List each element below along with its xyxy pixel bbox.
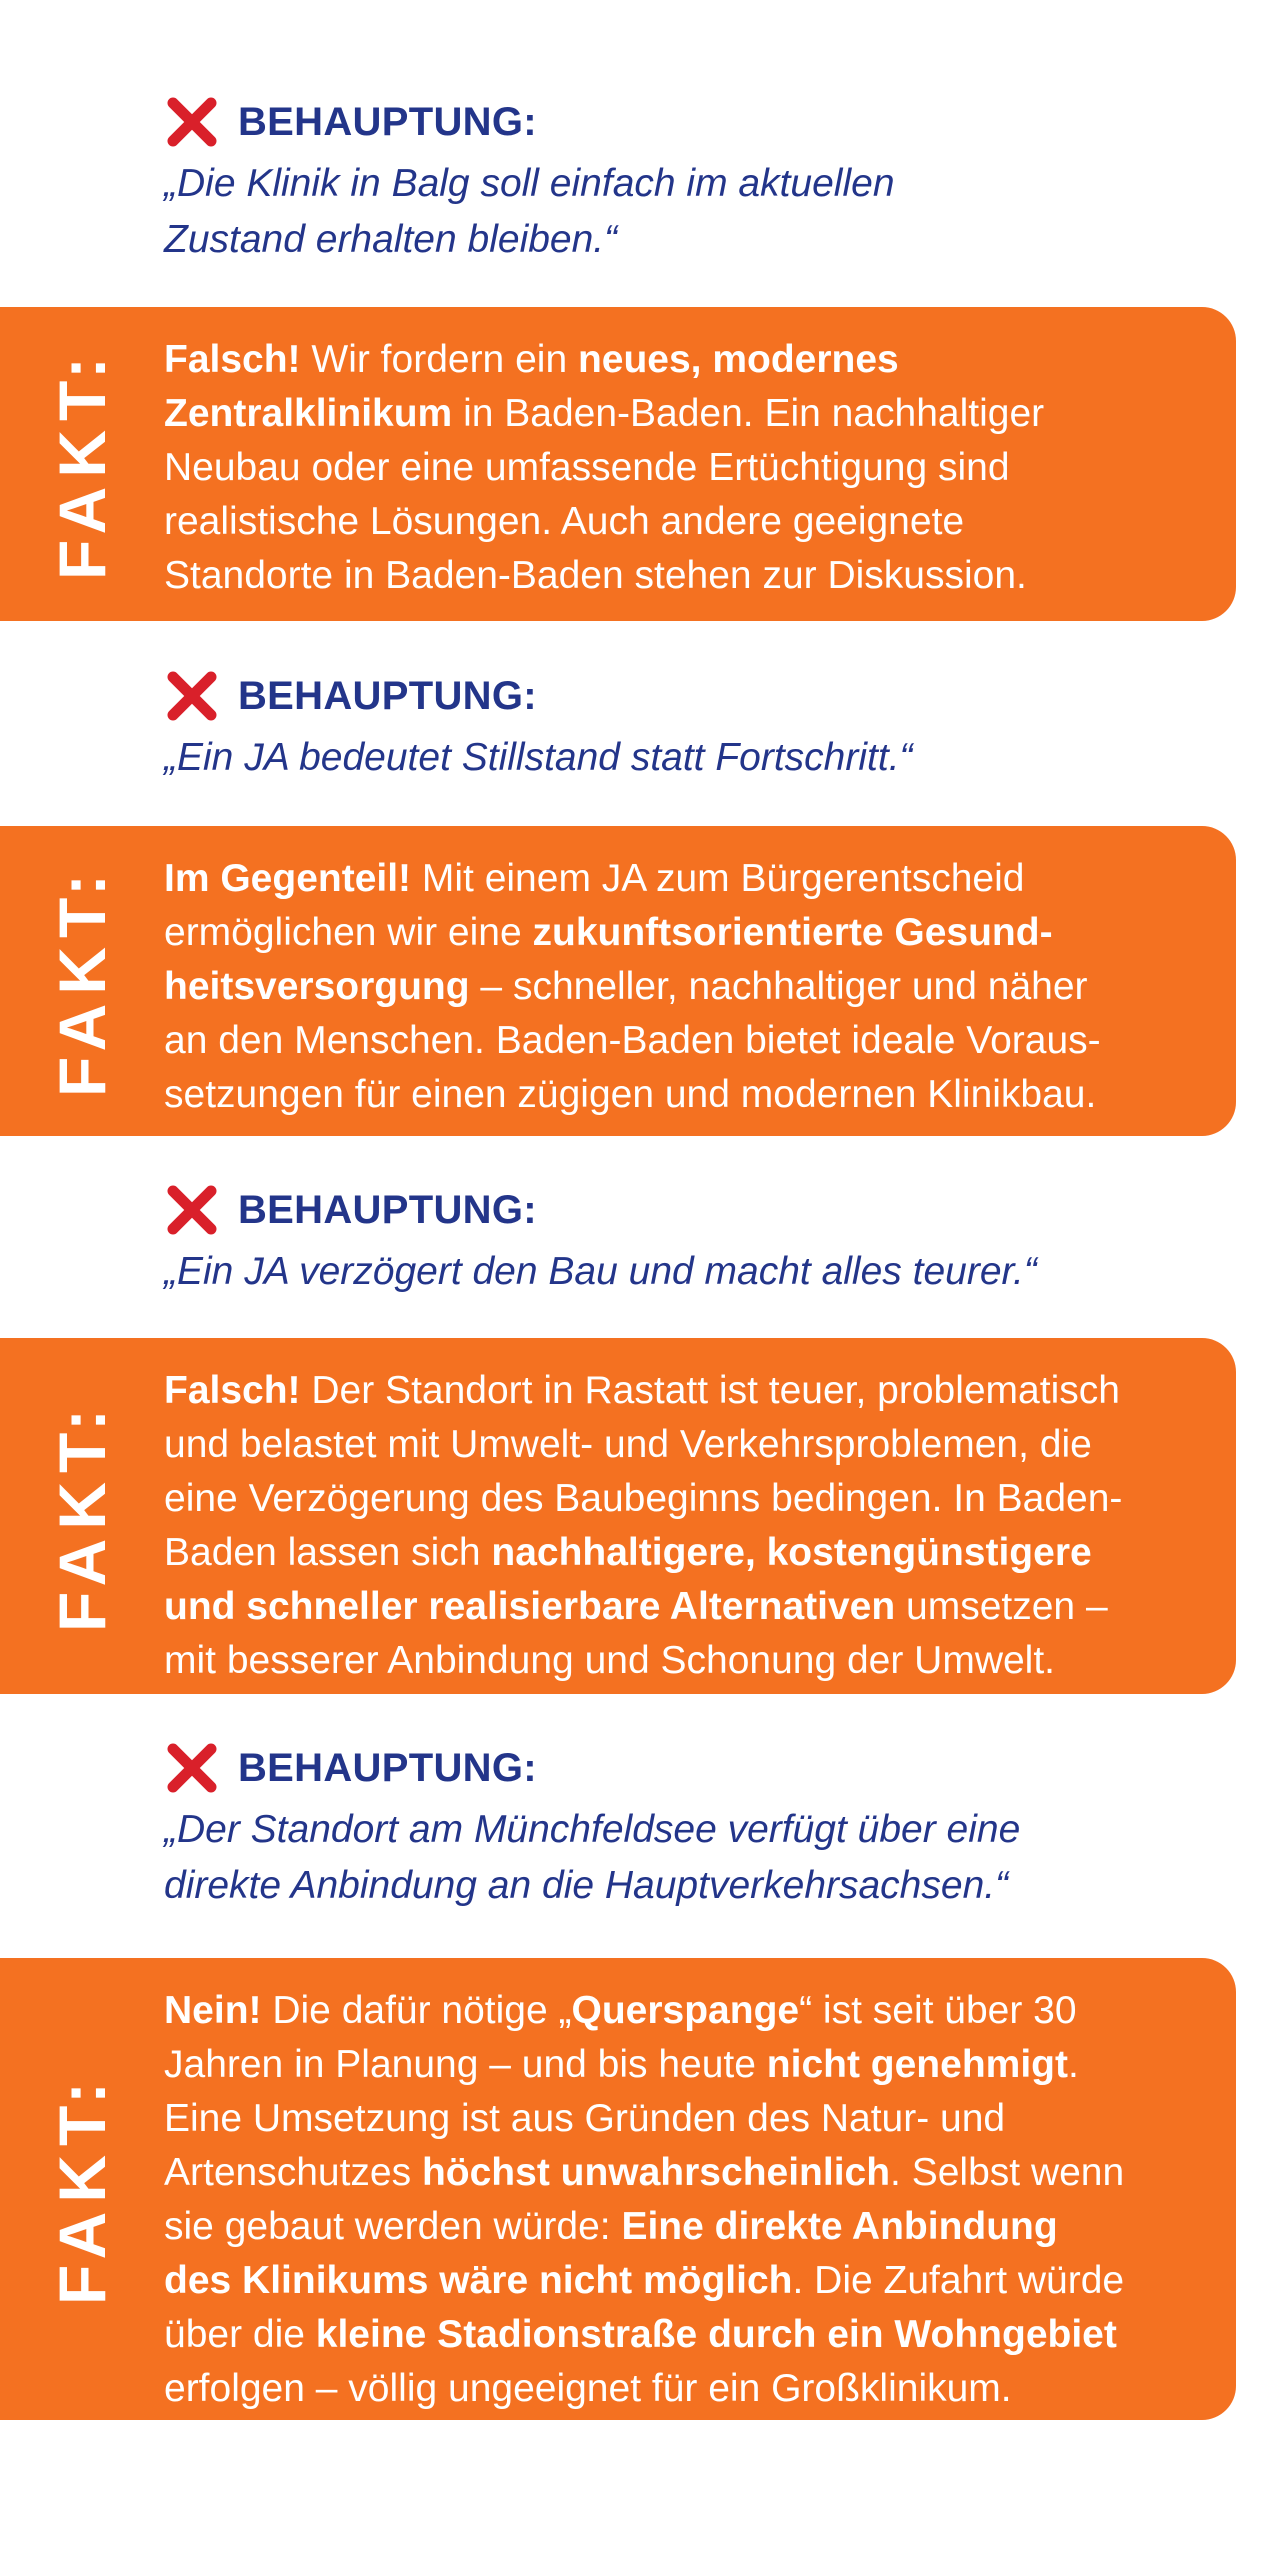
fact-line xyxy=(164,1634,1214,1688)
fact-box-3 xyxy=(0,1338,1236,1694)
fact-label: FAKT: xyxy=(45,1400,119,1632)
claim-label: BEHAUPTUNG: xyxy=(238,1745,537,1790)
fact-text-bold: und schneller realisierbare Alternativen xyxy=(164,1585,896,1628)
fact-text-run: Artenschutzes xyxy=(164,2151,422,2194)
claim-block-2 xyxy=(164,668,1204,786)
claim-block-3 xyxy=(164,1182,1204,1300)
fact-line xyxy=(164,1472,1214,1526)
fact-text-run: erfolgen – völlig ungeeignet für ein Großklinikum. xyxy=(164,2367,1012,2410)
fact-text xyxy=(164,1364,1214,1688)
fact-text-bold: zukunftsorientierte Gesund- xyxy=(532,911,1053,954)
fact-side xyxy=(0,826,164,1136)
fact-label: FAKT: xyxy=(45,865,119,1097)
fact-line xyxy=(164,960,1214,1014)
fact-label: FAKT: xyxy=(45,2073,119,2305)
x-cross-icon xyxy=(164,1182,220,1238)
claim-block-1 xyxy=(164,94,1204,268)
fact-text xyxy=(164,852,1214,1122)
fact-line xyxy=(164,2362,1214,2416)
fact-text-run: realistische Lösungen. Auch andere geeignete xyxy=(164,500,965,543)
fact-text-run: mit besserer Anbindung und Schonung der Umwelt. xyxy=(164,1639,1056,1682)
fact-line xyxy=(164,387,1214,441)
claim-header xyxy=(164,1740,1204,1796)
fact-text-bold: Falsch! xyxy=(164,1369,301,1412)
fact-box-4 xyxy=(0,1958,1236,2420)
claim-quote-line: „Der Standort am Münchfeldsee verfügt über eine xyxy=(164,1808,1021,1851)
fact-line xyxy=(164,441,1214,495)
x-cross-icon xyxy=(164,668,220,724)
fact-text-run: Standorte in Baden-Baden stehen zur Diskussion. xyxy=(164,554,1027,597)
fact-text-bold: des Klinikums wäre nicht möglich xyxy=(164,2259,793,2302)
claim-label: BEHAUPTUNG: xyxy=(238,99,537,144)
fact-label: FAKT: xyxy=(45,348,119,580)
fact-line xyxy=(164,2092,1214,2146)
fact-line xyxy=(164,549,1214,603)
claim-header xyxy=(164,94,1204,150)
fact-text-run: eine Verzögerung des Baubeginns bedingen. In Baden- xyxy=(164,1477,1123,1520)
claim-block-4 xyxy=(164,1740,1204,1914)
fact-text-run: an den Menschen. Baden-Baden bietet ideale Voraus- xyxy=(164,1019,1101,1062)
fact-line xyxy=(164,1580,1214,1634)
fact-text-run: . Selbst wenn xyxy=(890,2151,1125,2194)
fact-text-run: Eine Umsetzung ist aus Gründen des Natur- und xyxy=(164,2097,1006,2140)
claim-quote-line: „Ein JA verzögert den Bau und macht alles teurer.“ xyxy=(164,1250,1037,1293)
x-cross-icon xyxy=(164,94,220,150)
fact-text-run: ermöglichen wir eine xyxy=(164,911,533,954)
fact-line xyxy=(164,852,1214,906)
fact-text-run: Die dafür nötige „ xyxy=(261,1989,572,2032)
claim-header xyxy=(164,1182,1204,1238)
fact-line xyxy=(164,1526,1214,1580)
fact-line xyxy=(164,1418,1214,1472)
fact-text xyxy=(164,333,1214,603)
fact-text-run: setzungen für einen zügigen und modernen Klinikbau. xyxy=(164,1073,1097,1116)
fact-text xyxy=(164,1984,1214,2416)
x-cross-icon xyxy=(164,1740,220,1796)
claim-label: BEHAUPTUNG: xyxy=(238,1187,537,1232)
fact-line xyxy=(164,2254,1214,2308)
claim-quote xyxy=(164,156,1204,268)
fact-text-bold: nicht genehmigt xyxy=(766,2043,1068,2086)
fact-line xyxy=(164,906,1214,960)
fact-text-bold: Eine direkte Anbindung xyxy=(621,2205,1058,2248)
claim-header xyxy=(164,668,1204,724)
fact-side xyxy=(0,1958,164,2420)
fact-line xyxy=(164,2038,1214,2092)
claim-label: BEHAUPTUNG: xyxy=(238,673,537,718)
fact-text-run: sie gebaut werden würde: xyxy=(164,2205,622,2248)
fact-box-2 xyxy=(0,826,1236,1136)
fact-text-run: Neubau oder eine umfassende Ertüchtigung sind xyxy=(164,446,1010,489)
fact-text-run: – schneller, nachhaltiger und näher xyxy=(469,965,1088,1008)
fact-line xyxy=(164,2146,1214,2200)
fact-text-bold: heitsversorgung xyxy=(164,965,470,1008)
fact-text-run: über die xyxy=(164,2313,316,2356)
fact-text-run: und belastet mit Umwelt- und Verkehrsproblemen, die xyxy=(164,1423,1092,1466)
fact-text-bold: kleine Stadionstraße durch ein Wohngebiet xyxy=(315,2313,1117,2356)
fact-text-bold: nachhaltigere, kostengünstigere xyxy=(491,1531,1092,1574)
fact-line xyxy=(164,333,1214,387)
fact-text-bold: neues, modernes xyxy=(577,338,899,381)
fact-line xyxy=(164,1068,1214,1122)
fact-text-bold: Querspange xyxy=(571,1989,800,2032)
fact-box-1 xyxy=(0,307,1236,621)
claim-quote-line: Zustand erhalten bleiben.“ xyxy=(164,218,618,261)
fact-text-run: Mit einem JA zum Bürgerentscheid xyxy=(411,857,1025,900)
claim-quote-line: „Ein JA bedeutet Stillstand statt Fortschritt.“ xyxy=(164,736,913,779)
fact-text-run: umsetzen – xyxy=(895,1585,1108,1628)
fact-text-bold: Zentralklinikum xyxy=(164,392,453,435)
fact-line xyxy=(164,1984,1214,2038)
fact-text-bold: höchst unwahrscheinlich xyxy=(421,2151,891,2194)
claim-quote xyxy=(164,1802,1204,1914)
fact-side xyxy=(0,1338,164,1694)
fact-line xyxy=(164,2200,1214,2254)
fact-line xyxy=(164,1364,1214,1418)
fact-text-run: “ ist seit über 30 xyxy=(799,1989,1077,2032)
claim-quote xyxy=(164,1244,1204,1300)
claim-quote xyxy=(164,730,1204,786)
fact-text-run: Wir fordern ein xyxy=(300,338,578,381)
fact-line xyxy=(164,495,1214,549)
fact-text-run: in Baden-Baden. Ein nachhaltiger xyxy=(452,392,1045,435)
fact-text-bold: Falsch! xyxy=(164,338,301,381)
claim-quote-line: „Die Klinik in Balg soll einfach im aktuellen xyxy=(164,162,895,205)
fact-side xyxy=(0,307,164,621)
fact-text-run: . Die Zufahrt würde xyxy=(792,2259,1125,2302)
fact-text-bold: Nein! xyxy=(164,1989,262,2032)
fact-text-run: Baden lassen sich xyxy=(164,1531,492,1574)
fact-text-run: Der Standort in Rastatt ist teuer, problematisch xyxy=(300,1369,1120,1412)
fact-line xyxy=(164,2308,1214,2362)
fact-text-run: Jahren in Planung – und bis heute xyxy=(164,2043,767,2086)
fact-text-run: . xyxy=(1067,2043,1079,2086)
fact-text-bold: Im Gegenteil! xyxy=(164,857,412,900)
fact-line xyxy=(164,1014,1214,1068)
claim-quote-line: direkte Anbindung an die Hauptverkehrsachsen.“ xyxy=(164,1864,1009,1907)
